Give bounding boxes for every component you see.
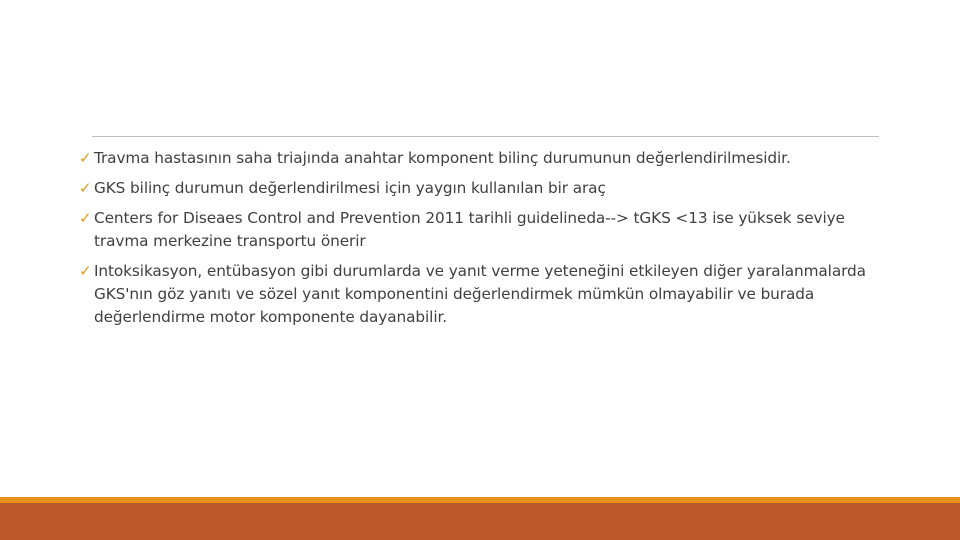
- bullet-item: [80, 207, 880, 253]
- bullet-list: [80, 147, 880, 336]
- check-icon: ✓: [79, 262, 92, 280]
- title-divider: [92, 136, 879, 137]
- bullet-text: GKS bilinç durumun değerlendirilmesi için yaygın kullanılan bir araç: [94, 179, 606, 197]
- bullet-text: Centers for Diseaes Control and Prevention 2011 tarihli guidelineda--> tGKS <13 ise yüksek seviye travma merkezine transportu önerir: [94, 209, 845, 250]
- check-icon: ✓: [79, 179, 92, 197]
- bullet-item: [80, 260, 880, 329]
- bottom-bar: [0, 503, 960, 540]
- bullet-item: [80, 177, 880, 200]
- check-icon: ✓: [79, 149, 92, 167]
- check-icon: ✓: [79, 209, 92, 227]
- bullet-text: Travma hastasının saha triajında anahtar komponent bilinç durumunun değerlendirilmesidir.: [94, 149, 791, 167]
- bullet-text: Intoksikasyon, entübasyon gibi durumlarda ve yanıt verme yeteneğini etkileyen diğer yaralanmalarda GKS'nın göz yanıtı ve sözel yanıt komponentini değerlendirmek mümkün olmayabilir ve burada değerlendirme motor komponente dayanabilir.: [94, 262, 866, 326]
- bullet-item: [80, 147, 880, 170]
